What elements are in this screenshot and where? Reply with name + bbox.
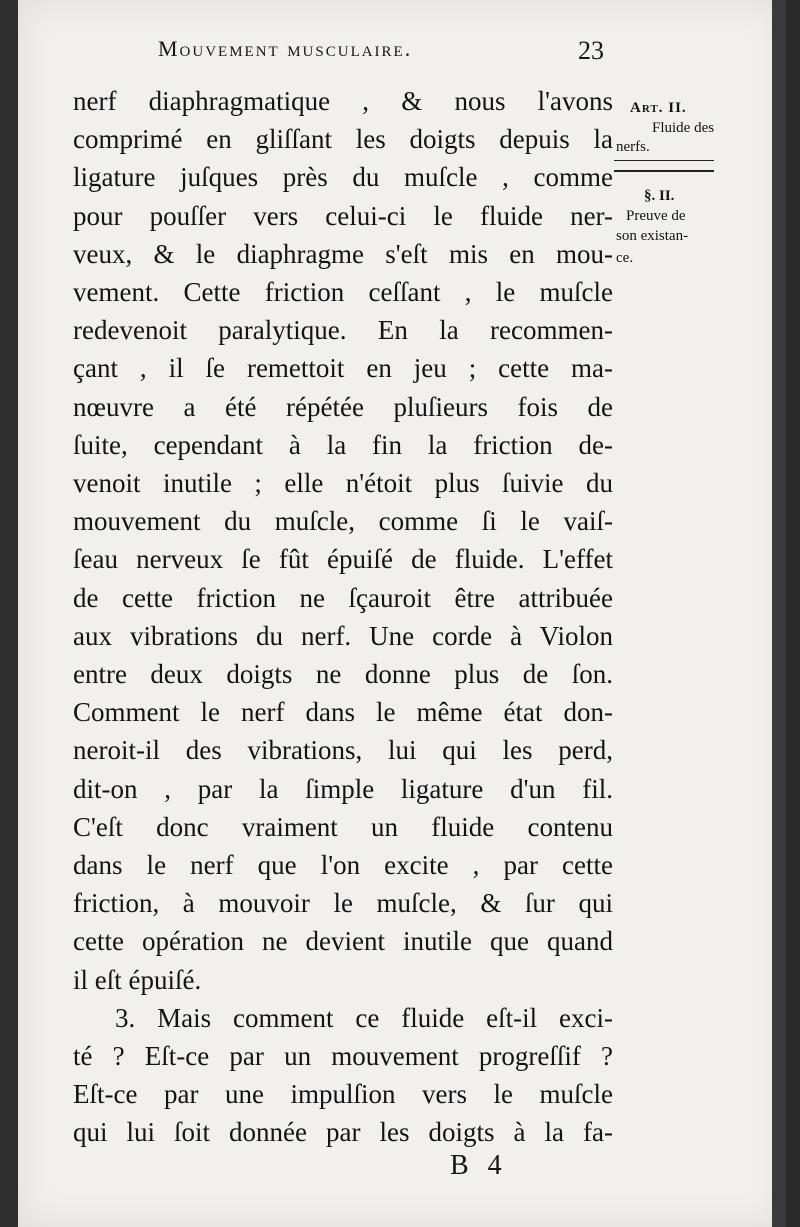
margin-note-ce: ce. [616,250,634,266]
text-line: de cette friction ne ſçauroit être attribuée [73,582,613,613]
text-line: nerf diaphragmatique , & nous l'avons [73,86,613,116]
text-line: cette opération ne devient inutile que quand [73,926,613,957]
text-line: ſeau nerveux ſe fût épuiſé de fluide. L'effet [73,544,613,575]
text-line: ſuite, cependant à la fin la friction de- [73,429,613,460]
text-line: il eſt épuiſé. [73,964,202,995]
margin-note-fluide: Fluide des [652,120,715,136]
text-line: C'eſt donc vraiment un fluide contenu [73,811,613,842]
running-head-title: Mouvement musculaire. [158,36,413,61]
text-line: dit-on , par la ſimple ligature d'un fil. [73,773,613,804]
margin-rule-thick [614,170,714,172]
text-line: aux vibrations du nerf. Une corde à Violon [73,620,613,651]
text-line: redevenoit paralytique. En la recommen- [73,315,613,346]
text-line: qui lui ſoit donnée par les doigts à la fa- [73,1117,613,1148]
margin-note-section: §. II. [644,188,675,204]
text-line: dans le nerf que l'on excite , par cette [73,850,613,881]
signature-mark: B 4 [450,1150,508,1181]
scan-right-edge [772,0,786,1227]
margin-note-existance: son existan- [616,228,689,244]
scan-left-edge [0,0,18,1227]
text-line: nœuvre a été répétée pluſieurs fois de [73,391,613,422]
margin-note-nerfs: nerfs. [616,139,650,155]
book-page [18,0,786,1227]
text-line: entre deux doigts ne donne plus de ſon. [73,659,613,690]
text-line: 3. Mais comment ce fluide eſt-il exci- [115,1002,613,1033]
page-number: 23 [578,36,604,65]
text-line: Comment le nerf dans le même état don- [73,697,613,728]
text-line: té ? Eſt-ce par un mouvement progreſſif ? [73,1041,613,1072]
text-line: friction, à mouvoir le muſcle, & ſur qui [73,888,613,919]
text-line: Eſt-ce par une impulſion vers le muſcle [73,1079,613,1110]
text-line: çant , il ſe remettoit en jeu ; cette ma- [73,353,613,384]
margin-rule [614,160,714,161]
text-line: venoit inutile ; elle n'étoit plus ſuivie du [73,468,613,499]
text-line: ligature juſques près du muſcle , comme [73,162,613,193]
text-line: vement. Cette friction ceſſant , le muſcle [73,277,613,308]
text-line: mouvement du muſcle, comme ſi le vaiſ- [73,506,613,537]
text-line: pour pouſſer vers celui-ci le fluide ner- [73,200,613,231]
margin-note-preuve: Preuve de [626,208,686,224]
text-line: neroit-il des vibrations, lui qui les perd, [73,735,613,766]
text-line: veux, & le diaphragme s'eſt mis en mou- [73,238,613,269]
text-line: comprimé en gliſſant les doigts depuis la [73,124,613,155]
body-text [73,82,613,1152]
margin-note-article: Art. II. [630,100,687,116]
